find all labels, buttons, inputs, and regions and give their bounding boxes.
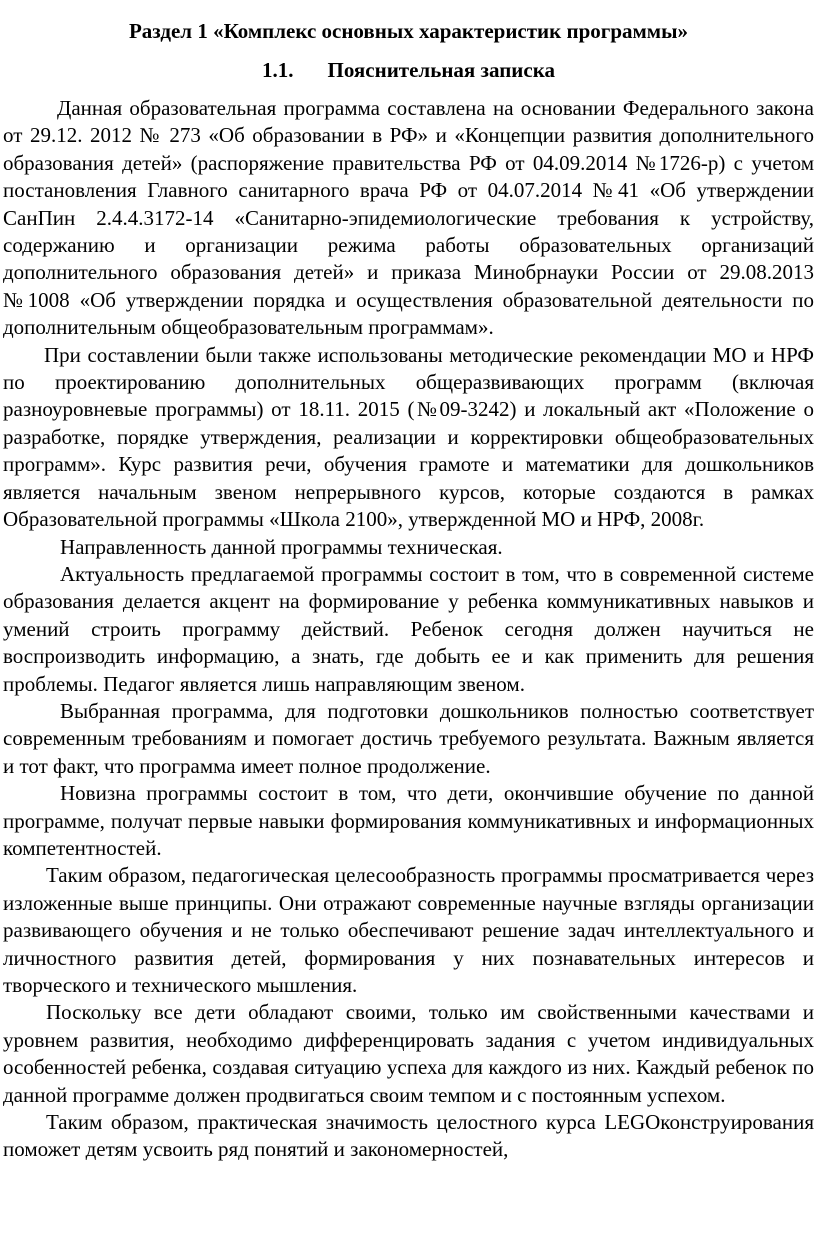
paragraph-practical-significance: Таким образом, практическая значимость целостного курса LEGOконструирования поможет детям усвоить ряд понятий и закономерностей, [3, 1110, 814, 1162]
subsection-number: 1.1. [261, 58, 294, 82]
paragraph-methodology: При составлении были также использованы методические рекомендации МО и НРФ по проектированию дополнительных общеразвивающих программ (включая разноуровневые программы) от 18.11. 2015 (№09-3242) и локальный акт «Положение о разработке, порядке утверждения, реализации и корректировки общеобразовательных программ». Курс развития речи, обучения грамоте и математики для дошкольников является начальным звеном непрерывного курсов, которые создаются в рамках Образовательной программы «Школа 2100», утвержденной МО и НРФ, 2008г. [3, 342, 814, 532]
section-title: Раздел 1 «Комплекс основных характеристик программы» [128, 19, 689, 43]
paragraph-legal-basis: Данная образовательная программа составлена на основании Федерального закона от 29.12. 2012 № 273 «Об образовании в РФ» и «Концепции развития дополнительного образования детей» (распоряжение правительства РФ от 04.09.2014 №1726-р) с учетом постановления Главного санитарного врача РФ от 04.07.2014 №41 «Об утверждении СанПин 2.4.4.3172-14 «Санитарно-эпидемиологические требования к устройству, содержанию и организации режима работы образовательных организаций дополнительного образования детей» и приказа Минобрнауки России от 29.08.2013 №1008 «Об утверждении порядка и осуществления образовательной деятельности по дополнительным общеобразовательным программам». [3, 96, 814, 340]
paragraph-chosen-program: Выбранная программа, для подготовки дошкольников полностью соответствует современным требованиям и помогает достичь требуемого результата. Важным является и тот факт, что программа имеет полное продолжение. [3, 698, 814, 778]
subsection-title [3, 55, 814, 85]
paragraph-expediency: Таким образом, педагогическая целесообразность программы просматривается через изложенные выше принципы. Они отражают современные научные взгляды организации развивающего обучения и не только обеспечивают решение задач интеллектуального и личностного развития детей, формирования у них познавательных интересов и творческого и технического мышления. [3, 863, 814, 997]
paragraph-novelty: Новизна программы состоит в том, что дети, окончившие обучение по данной программе, получат первые навыки формирования коммуникативных и информационных компетентностей. [3, 781, 814, 860]
paragraph-differentiation: Поскольку все дети обладают своими, только им свойственными качествами и уровнем развития, необходимо дифференцировать задания с учетом индивидуальных особенностей ребенка, создавая ситуацию успеха для каждого из них. Каждый ребенок по данной программе должен продвигаться своим темпом и с постоянным успехом. [3, 1000, 814, 1107]
subsection-title-text: Пояснительная записка [327, 58, 555, 82]
paragraph-relevance: Актуальность предлагаемой программы состоит в том, что в современной системе образования делается акцент на формирование у ребенка коммуникативных навыков и умений строить программу действий. Ребенок сегодня должен научиться не воспроизводить информацию, а знать, где добыть ее и как применить для решения проблемы. Педагог является лишь направляющим звеном. [3, 561, 814, 696]
paragraph-direction: Направленность данной программы техническая. [60, 534, 503, 559]
